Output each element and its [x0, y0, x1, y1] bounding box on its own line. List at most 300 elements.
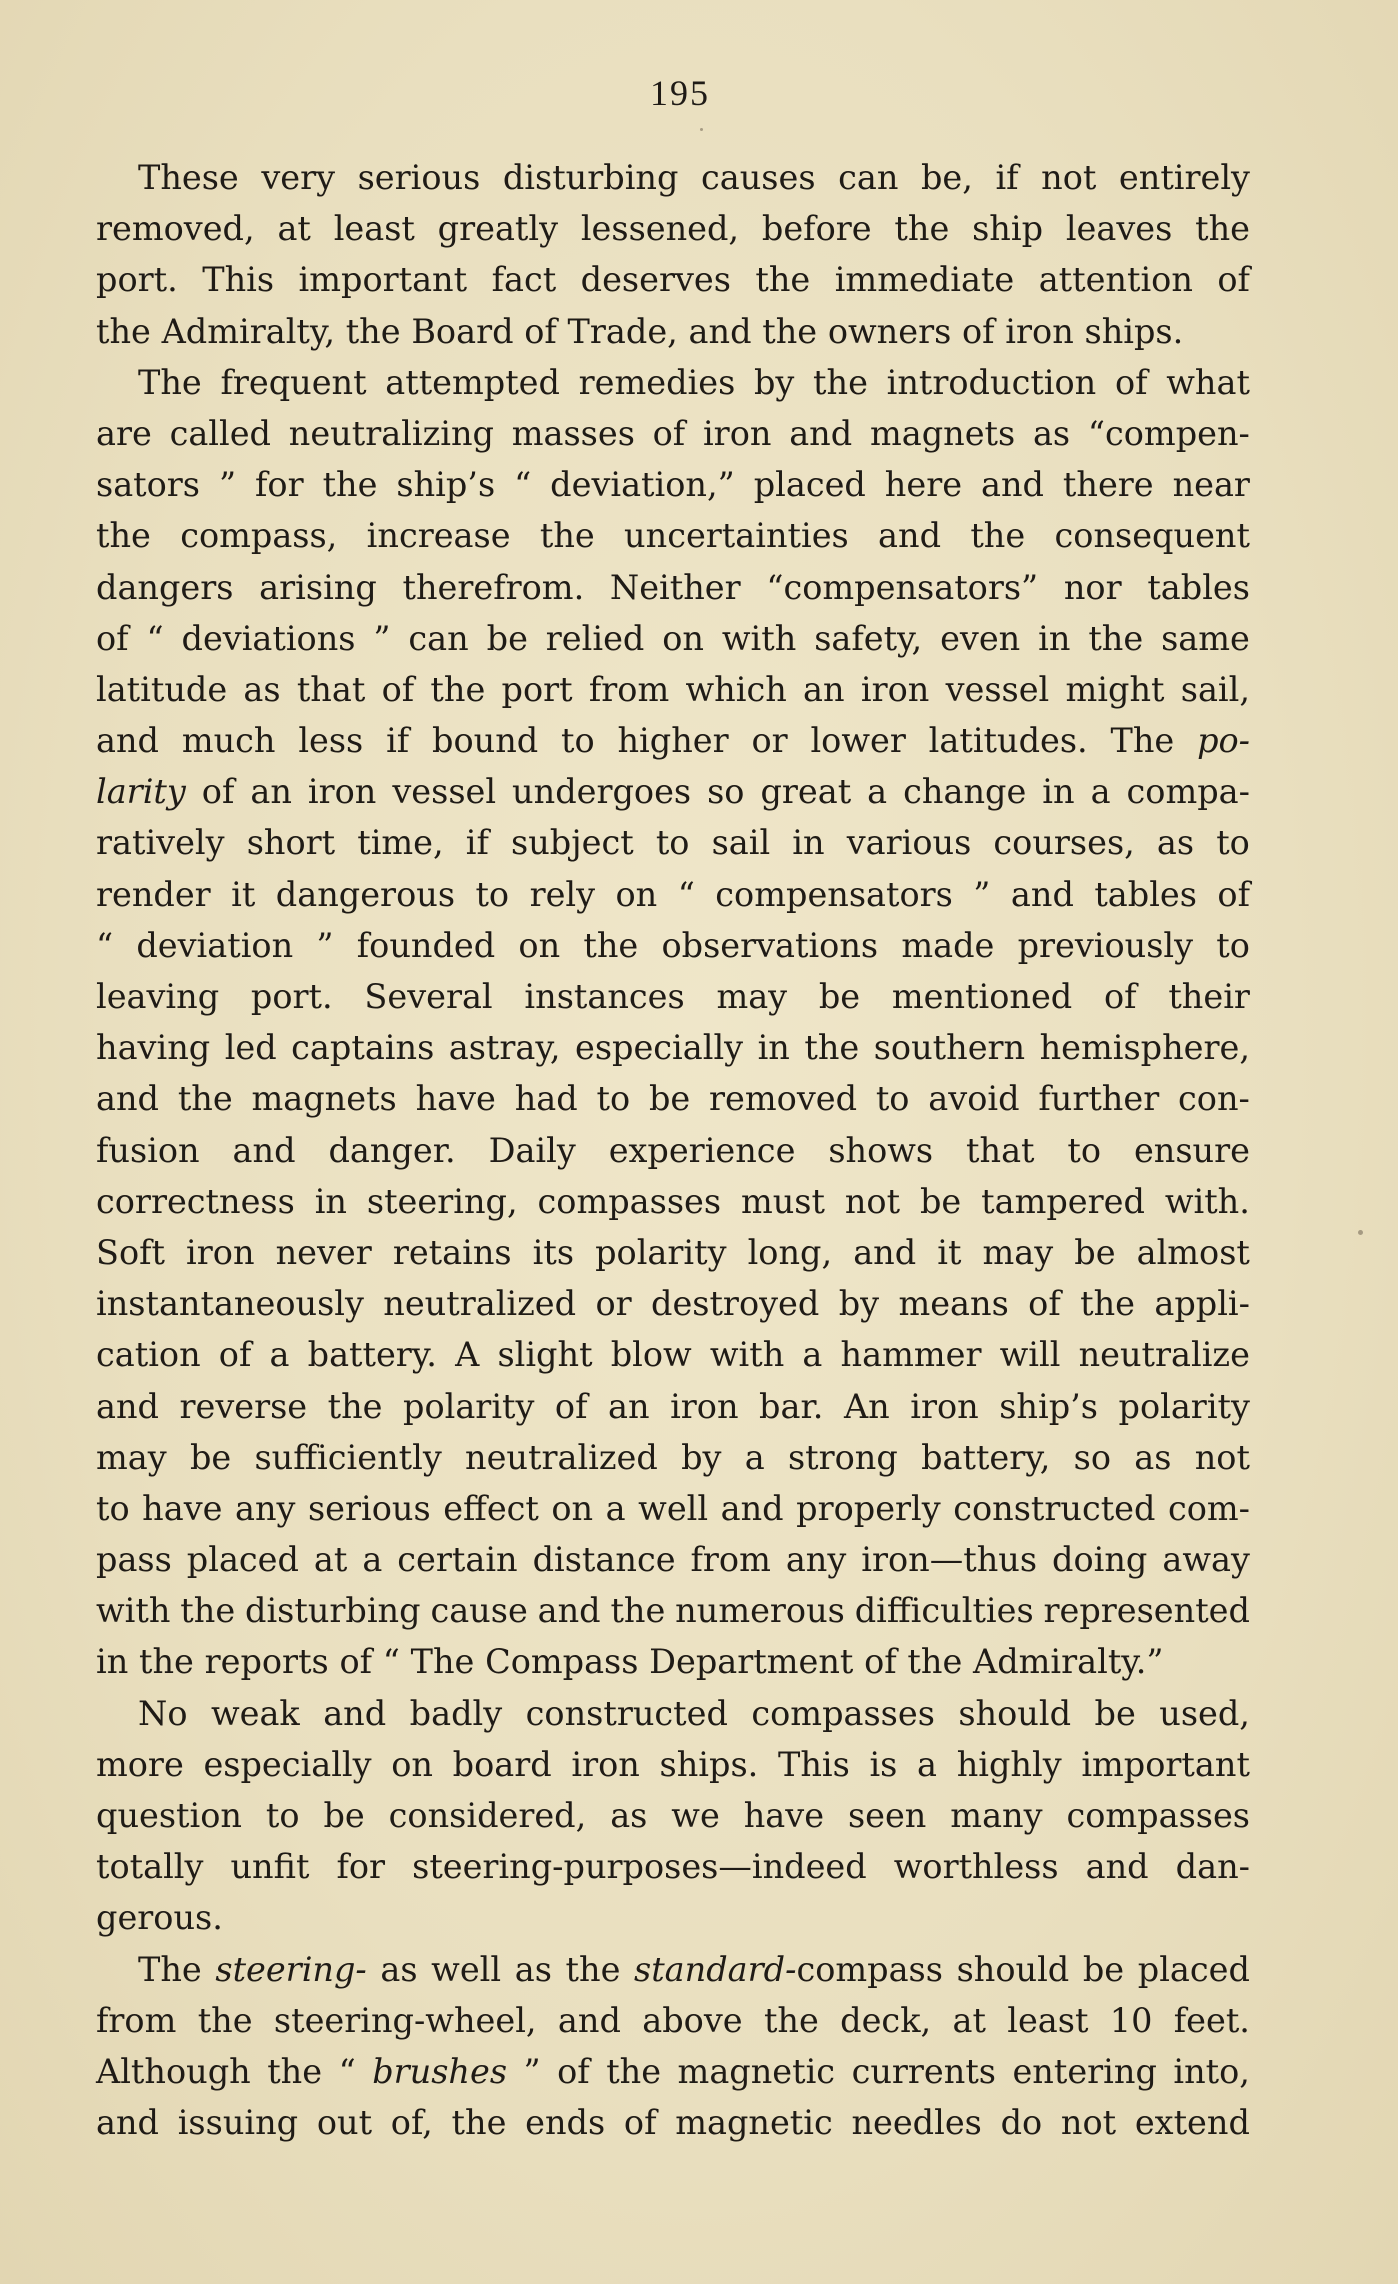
word: properly — [796, 1488, 941, 1528]
text-line — [96, 1892, 1250, 1943]
word: have — [415, 1079, 496, 1119]
word: founded — [356, 925, 496, 965]
word: ” — [218, 465, 237, 505]
word: entirely — [1118, 158, 1250, 197]
word: iron — [186, 1232, 255, 1272]
word: steering-purposes—indeed — [412, 1847, 867, 1887]
word: the — [177, 1079, 233, 1119]
word: to — [655, 823, 690, 863]
word: po- — [1197, 721, 1250, 761]
word: do — [1000, 2103, 1043, 2143]
word: a — [362, 1540, 383, 1580]
word: steering-wheel, — [273, 2000, 537, 2040]
word: Admiralty, — [161, 311, 335, 351]
word: ship’s — [396, 465, 496, 505]
word: effect — [443, 1488, 539, 1528]
word: a — [269, 1335, 290, 1375]
word: The — [1110, 721, 1175, 761]
word: lessened, — [580, 209, 740, 249]
word: at — [952, 2000, 986, 2040]
word: of — [381, 669, 415, 709]
word: tables — [1094, 874, 1197, 914]
word: with. — [1164, 1181, 1250, 1221]
word: numerous — [675, 1591, 845, 1631]
word: from — [588, 669, 670, 709]
word: badly — [409, 1693, 503, 1733]
word: frequent — [220, 362, 367, 402]
word: steering- — [215, 1949, 367, 1989]
word: pass — [96, 1540, 172, 1580]
word: 10 — [1109, 2000, 1153, 2040]
word: an — [250, 772, 292, 812]
word: The — [138, 362, 202, 402]
word: any — [234, 1488, 296, 1528]
text-line — [96, 1688, 1250, 1739]
word: that — [296, 669, 366, 709]
word: the — [610, 1591, 666, 1631]
word: removed — [709, 1079, 858, 1119]
word: the — [804, 1028, 860, 1068]
word: “ — [382, 1642, 400, 1682]
word: highly — [956, 1744, 1062, 1784]
word: question — [96, 1796, 242, 1835]
text-line — [96, 1636, 1250, 1687]
word: Several — [364, 977, 493, 1016]
word: in — [96, 1642, 129, 1682]
word: strong — [787, 1437, 898, 1477]
word: immediate — [834, 260, 1015, 300]
word: brushes — [372, 2051, 508, 2091]
word: rely — [529, 874, 596, 914]
text-line — [96, 2046, 1250, 2097]
word: the — [1088, 618, 1144, 658]
word: latitudes. — [928, 721, 1088, 761]
word: to — [96, 1488, 130, 1528]
word: be — [486, 618, 528, 658]
text-line — [96, 1944, 1250, 1995]
word: many — [950, 1796, 1043, 1835]
word: have — [142, 1488, 223, 1528]
word: astray, — [448, 1028, 561, 1068]
word: it — [937, 1232, 962, 1272]
word: should — [958, 1693, 1072, 1733]
text-line — [96, 459, 1250, 510]
paper-speck — [1358, 1230, 1363, 1235]
word: dan- — [1175, 1847, 1250, 1887]
word: of — [524, 311, 557, 351]
word: serious — [307, 1488, 431, 1528]
word: and — [789, 413, 853, 453]
word: higher — [617, 721, 729, 761]
word: of — [201, 772, 235, 812]
word: danger. — [328, 1130, 456, 1170]
word: the — [451, 2103, 507, 2143]
text-line — [96, 152, 1250, 203]
word: dangers — [96, 567, 234, 607]
word: reverse — [179, 1386, 308, 1426]
word: used, — [1159, 1693, 1250, 1733]
word: Daily — [488, 1130, 576, 1170]
word: of — [623, 2103, 657, 2143]
text-line — [96, 408, 1250, 459]
word: instantaneously — [96, 1284, 364, 1324]
word: unfit — [230, 1847, 310, 1887]
word: before — [761, 209, 872, 249]
word: the — [813, 362, 868, 402]
word: the — [907, 1642, 963, 1682]
word: Neither — [609, 567, 741, 607]
word: with — [96, 1591, 171, 1631]
text-line — [96, 1841, 1250, 1892]
word: compensators — [715, 874, 953, 914]
word: of — [96, 618, 129, 658]
word: captains — [291, 1028, 435, 1068]
word: cation — [96, 1335, 201, 1375]
word: and — [537, 1591, 601, 1631]
text-line — [96, 1278, 1250, 1329]
text-line — [96, 1483, 1250, 1534]
word: deck, — [840, 2000, 932, 2040]
word: more — [96, 1744, 184, 1784]
word: long, — [747, 1232, 833, 1272]
word: neutralized — [383, 1284, 577, 1324]
word: very — [261, 158, 336, 197]
text-line — [96, 1176, 1250, 1227]
word: of — [1217, 874, 1250, 914]
text-line — [96, 1534, 1250, 1585]
word: increase — [366, 516, 511, 556]
word: fusion — [96, 1130, 200, 1170]
word: out — [316, 2103, 373, 2143]
word: be, — [920, 158, 973, 197]
word: can — [408, 618, 469, 658]
word: The — [138, 1949, 202, 1989]
word: and — [1085, 1847, 1149, 1887]
word: the — [1195, 209, 1250, 249]
word: the — [583, 925, 639, 965]
word: doing — [1052, 1540, 1148, 1580]
word: “ — [514, 465, 532, 505]
text-line — [96, 562, 1250, 613]
word: not — [844, 1181, 901, 1221]
word: a — [867, 772, 888, 812]
word: if — [995, 158, 1019, 197]
word: as — [514, 1949, 552, 1989]
word: the — [970, 516, 1026, 556]
text-line — [96, 1432, 1250, 1483]
word: the — [322, 465, 378, 505]
word: gerous. — [96, 1898, 223, 1938]
word: iron — [702, 413, 772, 453]
word: to — [265, 1796, 300, 1835]
word: by — [838, 1284, 880, 1324]
word: the — [96, 311, 151, 351]
text-line — [96, 1125, 1250, 1176]
word: as — [380, 1949, 418, 1989]
word: as — [1134, 1437, 1172, 1477]
word: by — [753, 362, 795, 402]
word: on — [391, 1744, 433, 1784]
word: ship’s — [999, 1386, 1098, 1426]
word: short — [246, 823, 336, 863]
word: compasses — [751, 1693, 935, 1733]
word: attention — [1038, 260, 1193, 300]
word: in — [314, 1181, 347, 1221]
word: These — [138, 158, 239, 197]
word: difficulties — [854, 1591, 1034, 1631]
word: of — [1104, 977, 1137, 1016]
word: must — [740, 1181, 825, 1221]
word: of — [557, 2051, 590, 2091]
word: of, — [390, 2103, 433, 2143]
word: destroyed — [651, 1284, 820, 1324]
word: change — [903, 772, 1027, 812]
word: not — [1194, 1437, 1250, 1477]
word: great — [760, 772, 852, 812]
paper-speck — [700, 128, 703, 131]
word: cause — [430, 1591, 528, 1631]
word: compasses — [537, 1181, 722, 1221]
word: led — [224, 1028, 277, 1068]
word: iron — [860, 669, 930, 709]
word: removed, — [96, 209, 255, 249]
word: ships. — [1084, 311, 1184, 351]
text-line — [96, 715, 1250, 766]
word: and — [688, 311, 752, 351]
word: to — [596, 1079, 631, 1119]
word: appli- — [1154, 1284, 1250, 1324]
word: deviations — [181, 618, 356, 658]
word: further — [1038, 1079, 1160, 1119]
word: had — [514, 1079, 578, 1119]
word: Although — [96, 2051, 251, 2091]
text-line — [96, 971, 1250, 1022]
word: deviation — [136, 925, 294, 965]
word: a — [605, 1488, 626, 1528]
word: to — [561, 721, 595, 761]
word: on — [551, 1488, 594, 1528]
word: much — [181, 721, 276, 761]
word: any — [785, 1540, 847, 1580]
word: Trade, — [567, 311, 678, 351]
word: ” — [523, 2051, 541, 2091]
word: and — [720, 1488, 784, 1528]
word: iron — [910, 1386, 979, 1426]
word: board — [452, 1744, 552, 1784]
word: made — [901, 925, 995, 965]
word: ” — [973, 874, 991, 914]
word: iron—thus — [861, 1540, 1038, 1580]
word: as — [1032, 413, 1071, 453]
word: important — [298, 260, 468, 300]
text-line — [96, 1022, 1250, 1073]
word: and — [557, 2000, 621, 2040]
word: and — [853, 1232, 917, 1272]
word: compa- — [1126, 772, 1250, 812]
word: larity — [96, 772, 186, 812]
word: and — [96, 1079, 159, 1119]
word: to — [1216, 823, 1250, 863]
word: arising — [259, 567, 377, 607]
word: The — [410, 1642, 475, 1682]
word: This — [777, 1744, 850, 1784]
word: and — [96, 1386, 159, 1426]
word: constructed — [953, 1488, 1156, 1528]
word: nor — [1063, 567, 1122, 607]
word: battery. — [307, 1335, 437, 1375]
word: may — [716, 977, 788, 1016]
text-line — [96, 920, 1250, 971]
word: extend — [1134, 2103, 1250, 2143]
word: neutralizing — [288, 413, 494, 453]
word: deserves — [580, 260, 731, 300]
word: for — [336, 1847, 386, 1887]
word: avoid — [928, 1079, 1020, 1119]
text-line — [96, 357, 1250, 408]
word: A — [455, 1335, 480, 1375]
word: of — [962, 311, 995, 351]
word: be — [1094, 1693, 1136, 1733]
word: iron — [571, 1744, 640, 1784]
word: currents — [851, 2051, 996, 2091]
text-line — [96, 1790, 1250, 1841]
word: observations — [661, 925, 879, 965]
word: worthless — [893, 1847, 1059, 1887]
word: bound — [432, 721, 539, 761]
word: and — [323, 1693, 387, 1733]
word: important — [1081, 1744, 1250, 1784]
word: and — [232, 1130, 296, 1170]
word: and — [96, 2103, 159, 2143]
word: and — [980, 465, 1044, 505]
word: the — [327, 1386, 383, 1426]
word: port — [501, 669, 573, 709]
word: a — [802, 1335, 823, 1375]
word: dangerous — [275, 874, 456, 914]
word: to — [1067, 1130, 1102, 1170]
word: slight — [497, 1335, 593, 1375]
word: remedies — [578, 362, 736, 402]
word: magnets — [869, 413, 1016, 453]
word: be — [1082, 1949, 1125, 1989]
word: constructed — [525, 1693, 728, 1733]
word: placed — [753, 465, 866, 505]
word: neutralize — [1078, 1335, 1250, 1375]
word: polarity — [595, 1232, 727, 1272]
word: hammer — [840, 1335, 982, 1375]
word: well — [431, 1949, 502, 1989]
word: distance — [532, 1540, 676, 1580]
word: the — [762, 311, 818, 351]
word: disturbing — [245, 1591, 421, 1631]
word: neutralized — [465, 1437, 658, 1477]
word: issuing — [177, 2103, 299, 2143]
word: may — [982, 1232, 1054, 1272]
word: greatly — [437, 209, 559, 249]
word: the — [1080, 1284, 1135, 1324]
word: experience — [608, 1130, 796, 1170]
word: feet. — [1173, 2000, 1250, 2040]
word: undergoes — [512, 772, 692, 812]
word: which — [685, 669, 787, 709]
word: a — [917, 1744, 938, 1784]
word: No — [138, 1693, 188, 1733]
word: vessel — [392, 772, 497, 812]
word: of — [218, 1335, 252, 1375]
word: of — [864, 1642, 897, 1682]
word: if — [465, 823, 489, 863]
word: not — [1060, 2103, 1117, 2143]
word: for — [255, 465, 304, 505]
word: owners — [827, 311, 952, 351]
word: consequent — [1054, 516, 1250, 556]
text-line — [96, 510, 1250, 561]
word: never — [275, 1232, 372, 1272]
word: have — [743, 1796, 825, 1835]
text-line — [96, 203, 1250, 254]
word: the — [180, 1591, 236, 1631]
word: battery, — [921, 1437, 1051, 1477]
word: latitude — [96, 669, 228, 709]
word: disturbing — [502, 158, 679, 197]
word: Soft — [96, 1232, 165, 1272]
word: magnets — [251, 1079, 397, 1119]
word: leaves — [1065, 209, 1173, 249]
word: or — [595, 1284, 632, 1324]
word: needles — [851, 2103, 982, 2143]
word: Board — [411, 311, 514, 351]
word: southern — [873, 1028, 1026, 1068]
word: be — [648, 1079, 691, 1119]
word: ” — [373, 618, 391, 658]
word: its — [532, 1232, 575, 1272]
word: sail — [711, 823, 771, 863]
word: Department — [649, 1642, 854, 1682]
word: sail, — [1180, 669, 1250, 709]
word: we — [671, 1796, 720, 1835]
word: compass, — [180, 516, 338, 556]
word: the — [606, 2051, 662, 2091]
word: time, — [357, 823, 444, 863]
word: leaving — [96, 977, 220, 1016]
word: the — [763, 2000, 819, 2040]
word: that — [966, 1130, 1035, 1170]
word: lower — [810, 721, 906, 761]
word: as — [610, 1796, 648, 1835]
word: vessel — [945, 669, 1050, 709]
word: the — [755, 260, 811, 300]
text-line — [96, 1073, 1250, 1124]
word: of — [652, 413, 686, 453]
word: are — [96, 413, 152, 453]
word: the — [894, 209, 950, 249]
word: various — [846, 823, 972, 863]
word: introduction — [886, 362, 1097, 402]
word: less — [298, 721, 364, 761]
word: on — [662, 618, 704, 658]
word: com- — [1167, 1488, 1250, 1528]
word: especially — [575, 1028, 744, 1068]
word: into, — [1173, 2051, 1250, 2091]
text-line — [96, 1995, 1250, 2046]
word: “compen- — [1087, 413, 1250, 453]
word: not — [1041, 158, 1097, 197]
word: can — [838, 158, 899, 197]
word: correctness — [96, 1181, 295, 1221]
word: considered, — [388, 1796, 587, 1835]
word: sufficiently — [254, 1437, 442, 1477]
text-line — [96, 766, 1250, 817]
